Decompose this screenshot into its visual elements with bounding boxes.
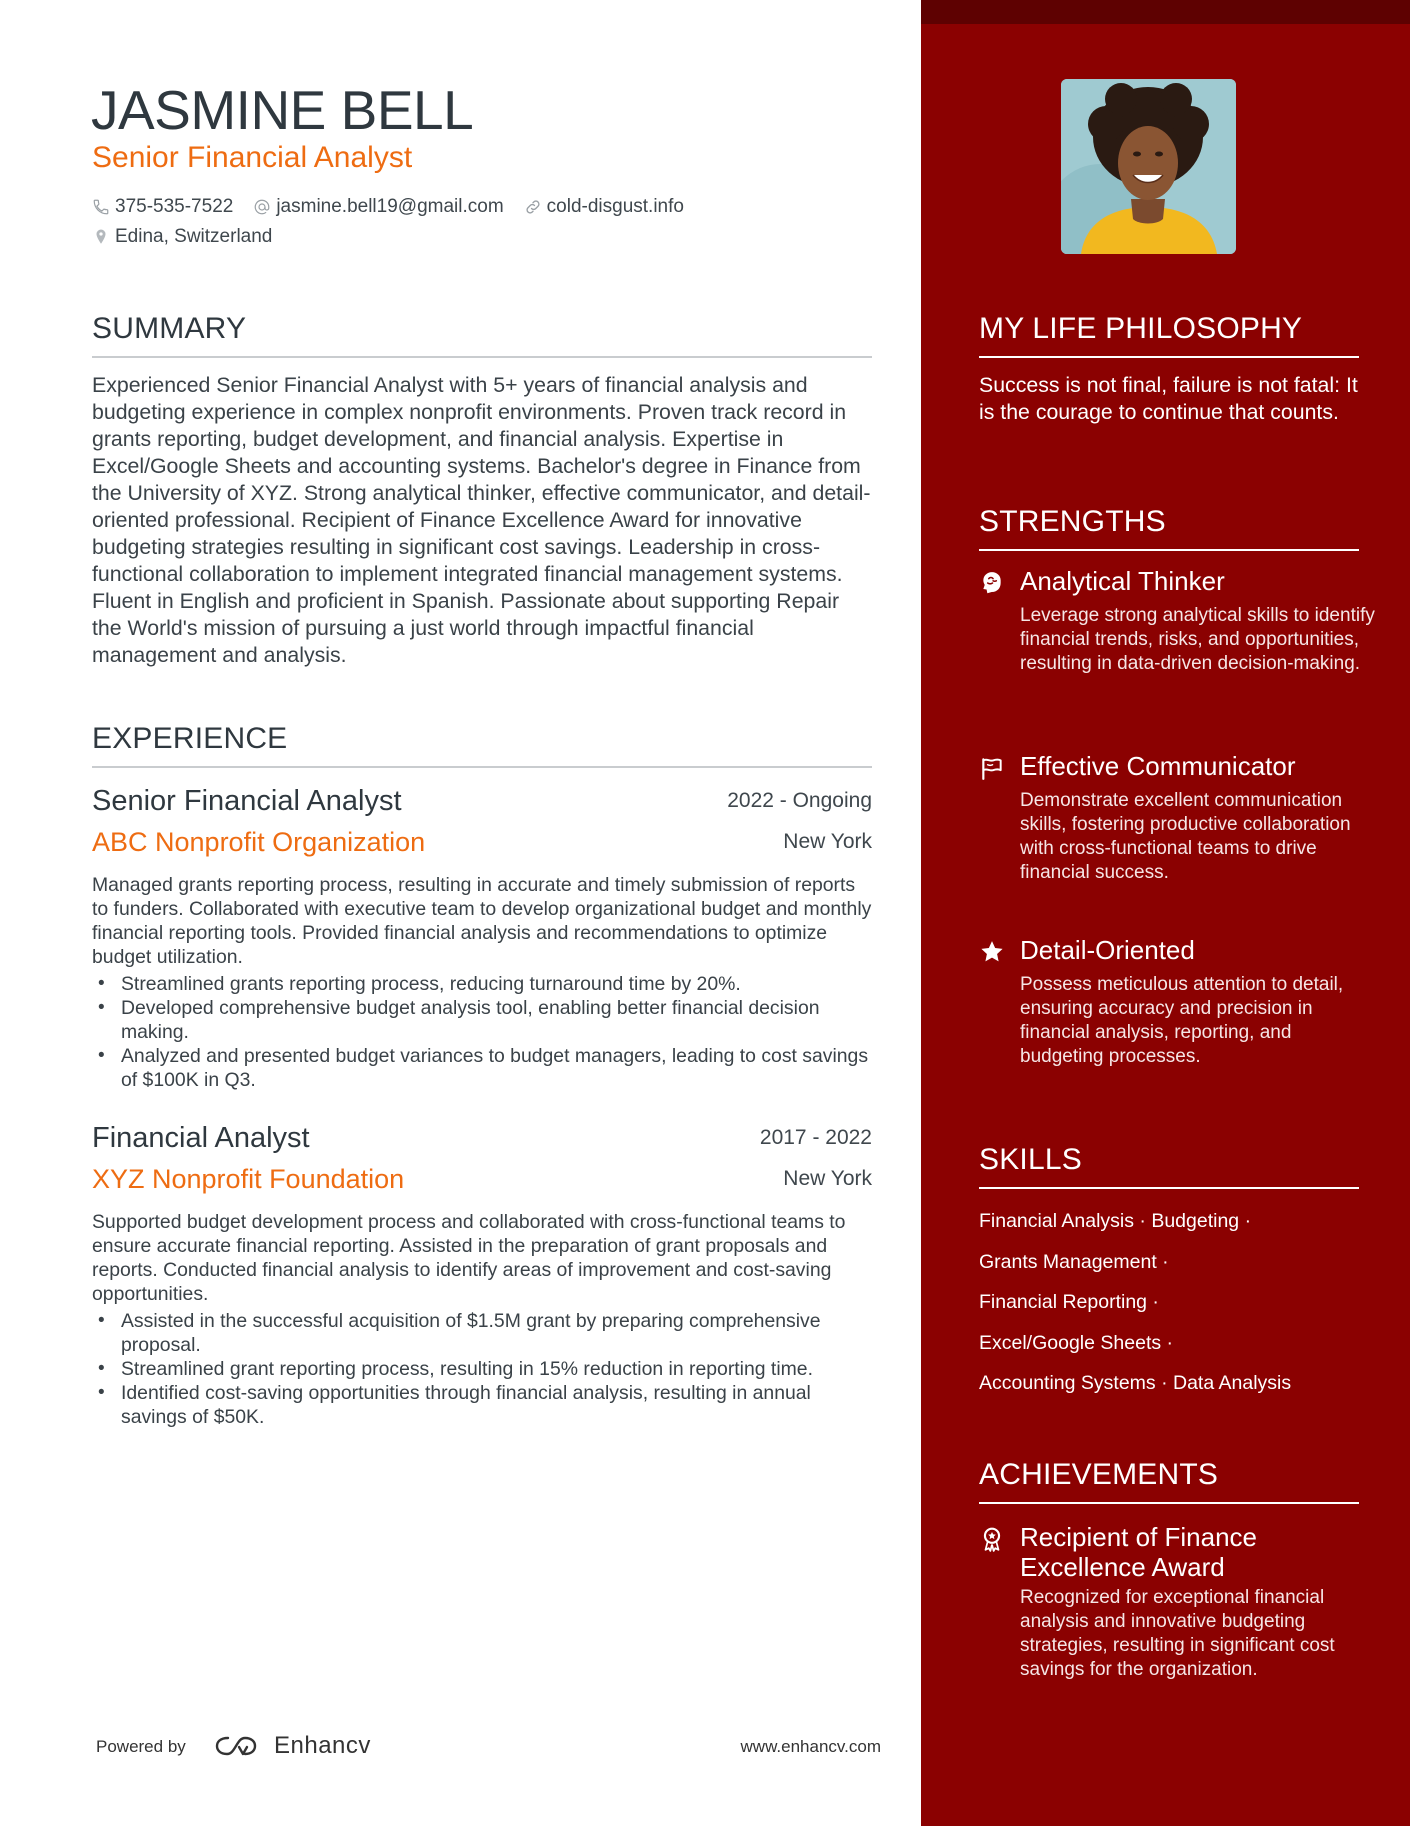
candidate-name: JASMINE BELL — [91, 79, 474, 141]
philosophy-section — [979, 312, 1359, 426]
phone-icon — [92, 198, 110, 216]
strengths-section — [979, 505, 1359, 551]
enhancv-brand[interactable]: Enhancv — [274, 1732, 371, 1759]
candidate-title: Senior Financial Analyst — [92, 141, 413, 174]
experience-heading: EXPERIENCE — [92, 722, 872, 768]
strength-description: Possess meticulous attention to detail, ensuring accuracy and precision in financial analysis, reporting, and budgeting processes. — [1020, 974, 1344, 1067]
strength-title: Effective Communicator — [1020, 751, 1296, 781]
award-icon — [979, 1526, 1005, 1552]
job-bullet: • Identified cost-saving opportunities through financial analysis, resulting in annual savings of $50K. — [92, 1381, 872, 1429]
achievements-heading: ACHIEVEMENTS — [979, 1458, 1359, 1504]
flag-icon — [979, 755, 1005, 781]
enhancv-logo-icon — [214, 1733, 258, 1759]
strengths-heading: STRENGTHS — [979, 505, 1359, 551]
job-location: New York — [783, 830, 872, 853]
job-company: ABC Nonprofit Organization — [92, 827, 426, 857]
link-icon — [524, 198, 542, 216]
strength-description: Demonstrate excellent communication skills, fostering productive collaboration with cross-functional teams to drive financial success. — [1020, 790, 1351, 883]
job-bullet: • Analyzed and presented budget variances to budget managers, leading to cost savings of $100K in Q3. — [92, 1044, 872, 1092]
job-entry — [92, 785, 872, 1092]
job-dates: 2022 - Ongoing — [727, 789, 872, 812]
job-title: Senior Financial Analyst — [92, 785, 402, 817]
skill-line: Financial Reporting · — [979, 1291, 1159, 1313]
skill-line: Accounting Systems · Data Analysis — [979, 1372, 1292, 1394]
job-bullet: • Assisted in the successful acquisition of $1.5M grant by preparing comprehensive proposal. — [92, 1309, 872, 1357]
job-dates: 2017 - 2022 — [759, 1126, 872, 1149]
job-description: Managed grants reporting process, resulting in accurate and timely submission of reports to funders. Collaborated with executive team to develop organizational budget and monthly financial reporting tools. Provided financial analysis and recommendations to optimize budget utilization. — [92, 874, 872, 968]
job-bullet: • Streamlined grants reporting process, reducing turnaround time by 20%. — [92, 972, 872, 996]
strength-title: Detail-Oriented — [1020, 935, 1195, 965]
achievement-description: Recognized for exceptional financial analysis and innovative budgeting strategies, resulting in significant cost savings for the organization. — [1020, 1587, 1335, 1680]
skills-section — [979, 1143, 1359, 1404]
contact-info — [92, 194, 912, 254]
skill-line: Grants Management · — [979, 1250, 1169, 1273]
enhancv-site-link[interactable]: www.enhancv.com — [740, 1737, 881, 1756]
achievement-title: Recipient of Finance Excellence Award — [1020, 1522, 1258, 1582]
job-company: XYZ Nonprofit Foundation — [92, 1164, 405, 1194]
sidebar — [921, 0, 1410, 1826]
skill-line: Excel/Google Sheets · — [979, 1331, 1174, 1354]
achievements-section — [979, 1458, 1359, 1504]
summary-text: Experienced Senior Financial Analyst with 5+ years of financial analysis and budgeting experience in complex nonprofit environments. Proven track record in grants reporting, budget development, and financial analysis. Expertise in Excel/Google Sheets and accounting systems. Bachelor's degree in Finance from the University of XYZ. Strong analytical thinker, effective communicator, and detail-oriented professional. Recipient of Finance Excellence Award for innovative budgeting strategies resulting in significant cost savings. Leadership in cross-functional collaboration to implement integrated financial management systems. Fluent in English and proficient in Spanish. Passionate about supporting Repair the World's mission of pursuing a just world through impactful financial management and analysis. — [92, 373, 871, 667]
location-pin-icon — [92, 228, 110, 246]
profile-photo-illustration — [1061, 79, 1236, 254]
skill-line: Financial Analysis · Budgeting · — [979, 1210, 1252, 1232]
skills-list — [979, 1201, 1359, 1404]
strength-description: Leverage strong analytical skills to identify financial trends, risks, and opportunities, resulting in data-driven decision-making. — [1020, 605, 1375, 674]
job-title: Financial Analyst — [92, 1122, 310, 1154]
sidebar-top-bar — [921, 0, 1410, 24]
summary-section — [92, 312, 872, 669]
job-entry — [92, 1122, 872, 1429]
job-description: Supported budget development process and collaborated with cross-functional teams to ensure accurate financial reporting. Assisted in the preparation of grant proposals and reports. Conducted financial analysis to identify areas of improvement and cost-saving opportunities. — [92, 1211, 846, 1305]
website-contact[interactable] — [524, 196, 684, 218]
powered-by-label: Powered by — [96, 1737, 186, 1756]
location-text: Edina, Switzerland — [115, 226, 273, 247]
job-location: New York — [783, 1167, 872, 1190]
website-text: cold-disgust.info — [546, 196, 684, 217]
star-icon — [979, 939, 1005, 965]
strength-title: Analytical Thinker — [1020, 566, 1225, 596]
email-contact[interactable] — [253, 196, 503, 218]
email-text: jasmine.bell19@gmail.com — [276, 196, 504, 217]
experience-section — [92, 722, 872, 768]
at-icon — [253, 198, 271, 216]
profile-photo — [1061, 79, 1236, 254]
footer — [96, 1733, 881, 1763]
philosophy-heading: MY LIFE PHILOSOPHY — [979, 312, 1359, 358]
phone-text: 375-535-7522 — [115, 196, 234, 217]
skills-heading: SKILLS — [979, 1143, 1359, 1189]
summary-heading: SUMMARY — [92, 312, 872, 358]
job-bullet: • Streamlined grant reporting process, resulting in 15% reduction in reporting time. — [92, 1357, 872, 1381]
job-bullet: • Developed comprehensive budget analysis tool, enabling better financial decision making. — [92, 996, 872, 1044]
job-bullets — [92, 972, 872, 1092]
brain-icon — [979, 570, 1005, 596]
location-contact — [92, 226, 272, 248]
philosophy-text: Success is not final, failure is not fatal: It is the courage to continue that counts. — [979, 373, 1358, 424]
job-bullets — [92, 1309, 872, 1429]
phone-contact[interactable] — [92, 196, 233, 218]
